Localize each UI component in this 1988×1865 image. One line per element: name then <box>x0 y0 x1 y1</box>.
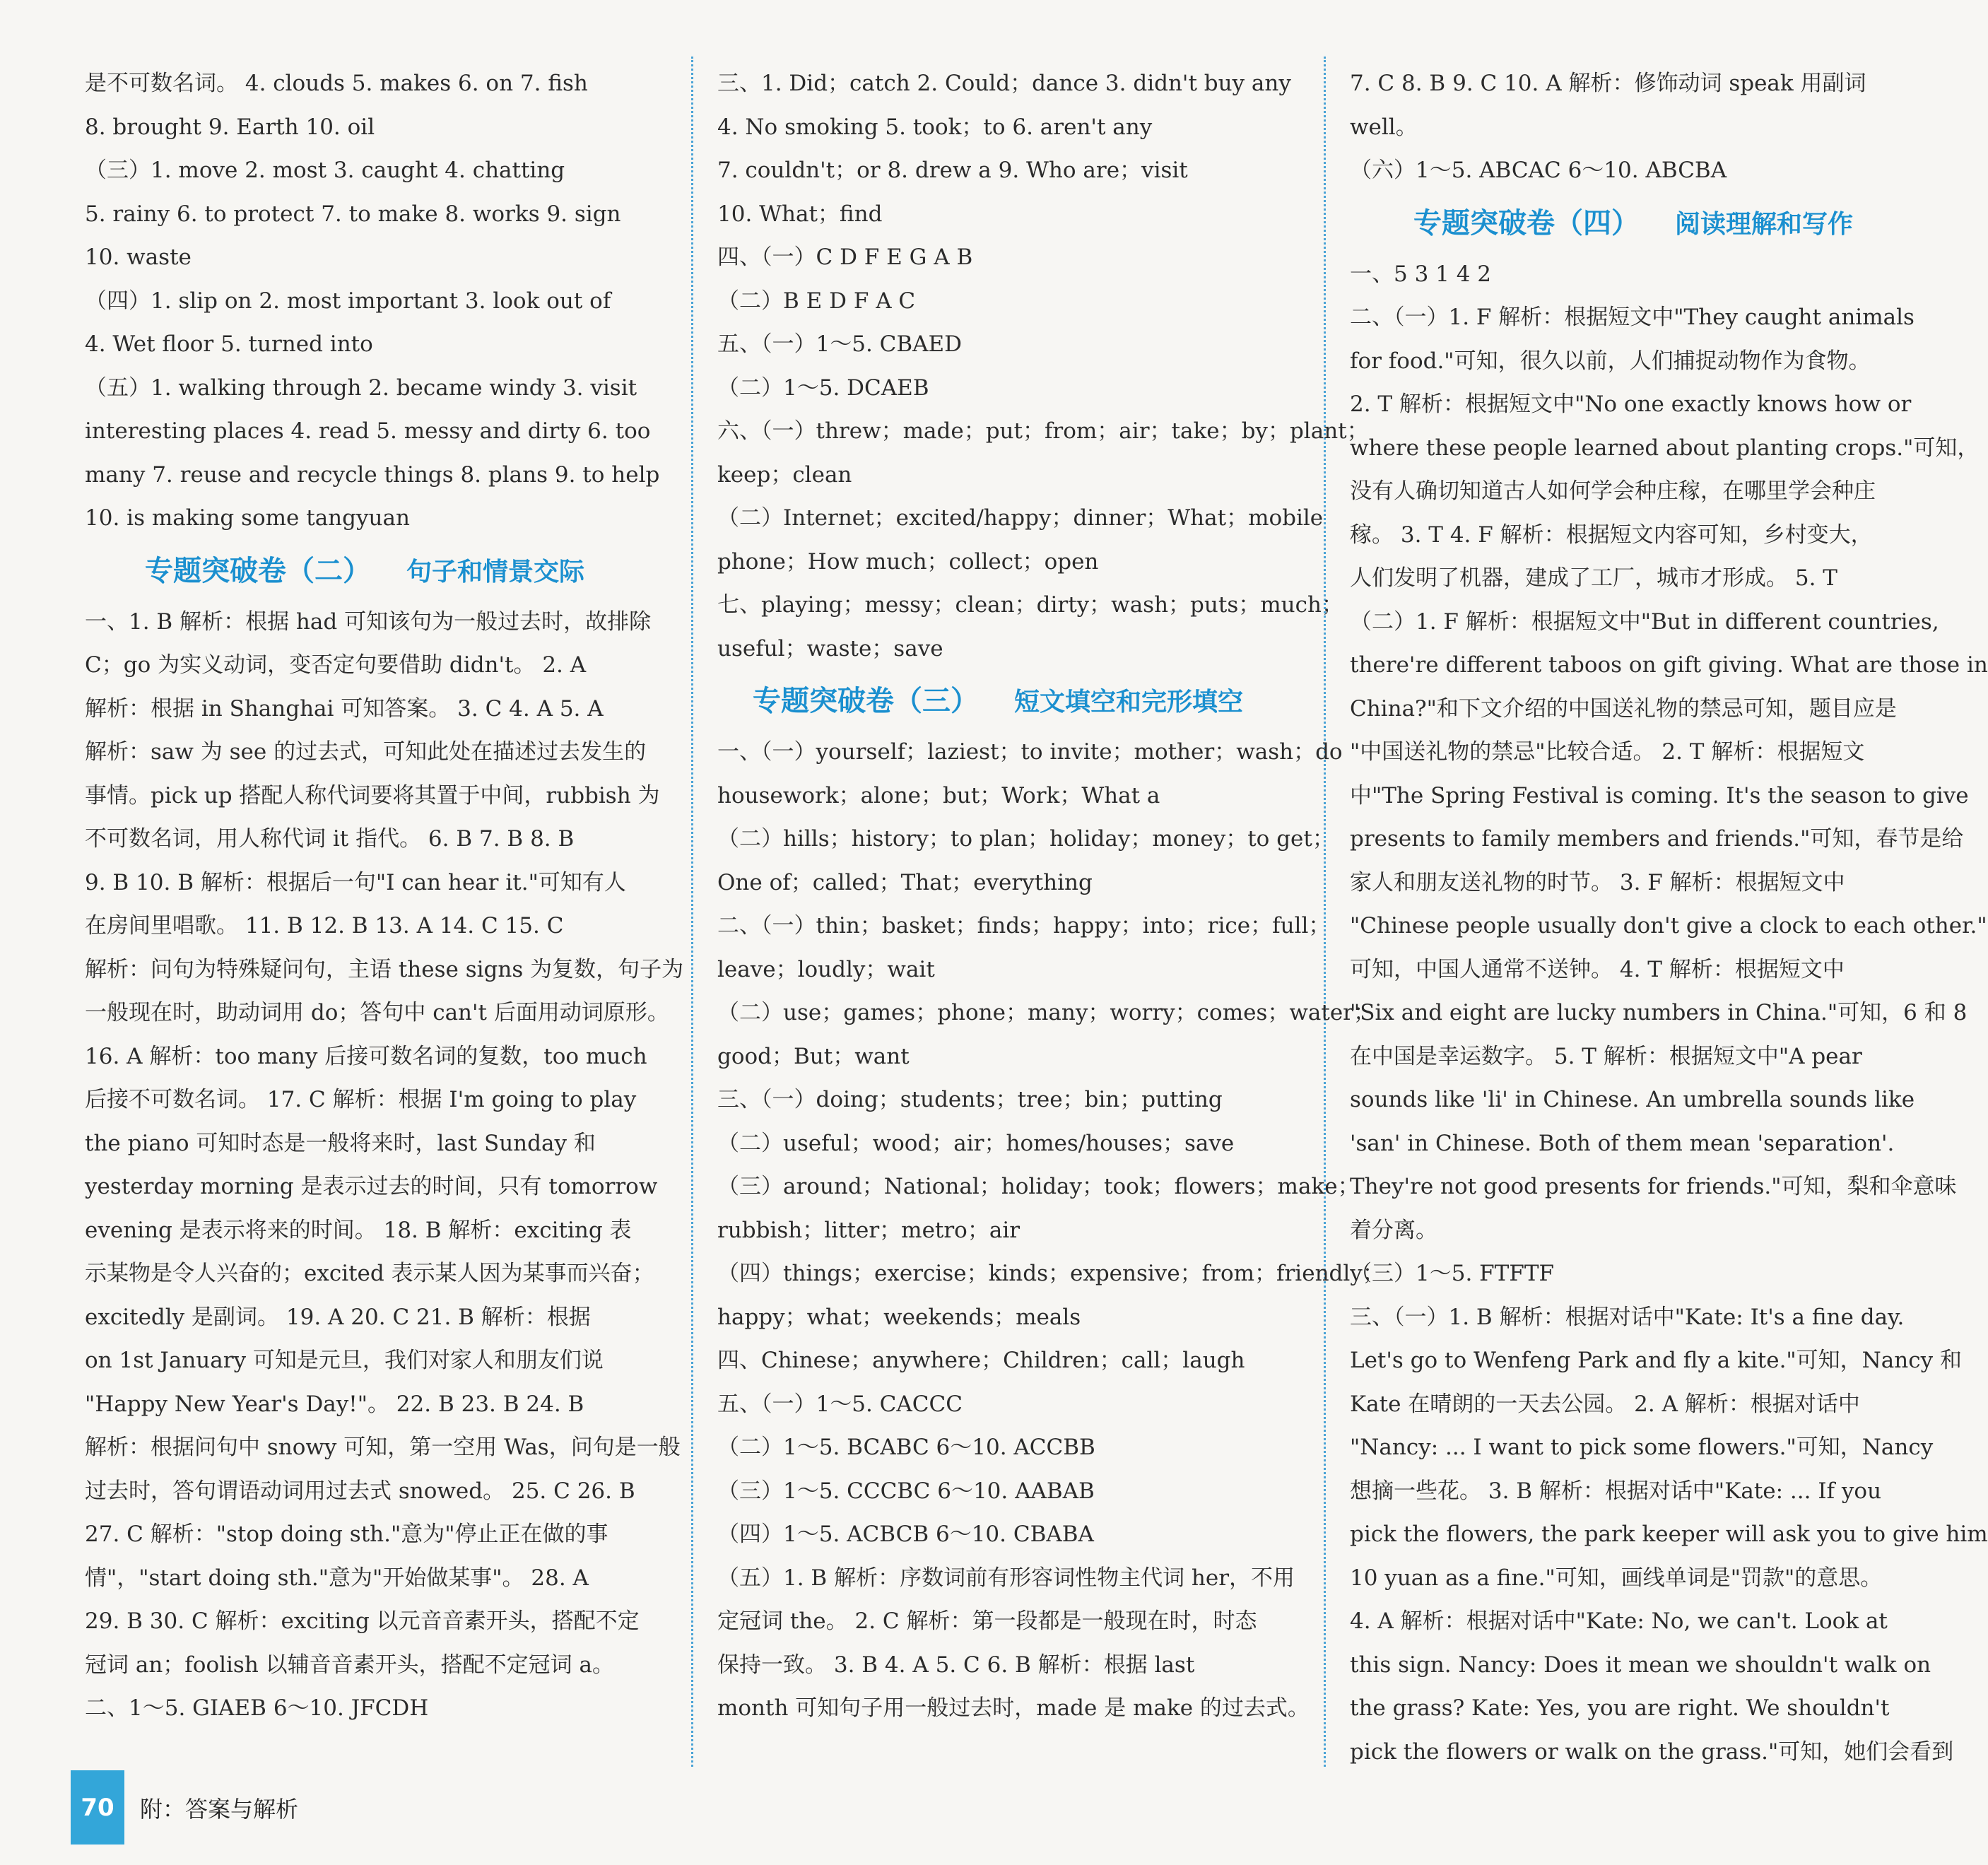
answer-line: month 可知句子用一般过去时，made 是 make 的过去式。 <box>717 1695 1310 1721</box>
answer-line: "Happy New Year's Day!"。 22. B 23. B 24. B <box>85 1391 584 1417</box>
answer-line: rubbish；litter；metro；air <box>717 1217 1021 1243</box>
answer-column-1 <box>85 62 684 1731</box>
answer-line: 一、1. B 解析：根据 had 可知该句为一般过去时，故排除 <box>85 608 652 635</box>
answer-line: （四）things；exercise；kinds；expensive；from；friendly； <box>717 1261 1384 1286</box>
answer-line: （二）1. F 解析：根据短文中"But in different countries, <box>1350 608 1939 635</box>
answer-line: 10. is making some tangyuan <box>85 505 410 531</box>
heading-title: 专题突破卷（三） <box>753 685 979 717</box>
answer-line: "Chinese people usually don't give a clock to each other." <box>1350 913 1987 939</box>
answer-line: （三）1～5. FTFTF <box>1350 1261 1555 1286</box>
heading-title: 专题突破卷（二） <box>145 554 371 587</box>
answer-line: the piano 可知时态是一般将来时，last Sunday 和 <box>85 1130 596 1156</box>
answer-line: （二）1～5. BCABC 6～10. ACCBB <box>717 1435 1095 1460</box>
answer-line: （六）1～5. ABCAC 6～10. ABCBA <box>1350 158 1727 183</box>
answer-line: 想摘一些花。 3. B 解析：根据对话中"Kate: ... If you <box>1350 1478 1882 1504</box>
answer-line: 五、（一）1～5. CACCC <box>717 1391 963 1417</box>
answer-line: （二）use；games；phone；many；worry；comes；water； <box>717 1000 1375 1025</box>
answer-line: "中国送礼物的禁忌"比较合适。 2. T 解析：根据短文 <box>1350 739 1865 765</box>
answer-line: "Six and eight are lucky numbers in China."可知，6 和 8 <box>1350 1000 1968 1025</box>
answer-column-3 <box>1350 62 1988 1774</box>
answer-line: （三）1～5. CCCBC 6～10. AABAB <box>717 1478 1095 1504</box>
answer-line: 解析：saw 为 see 的过去式，可知此处在描述过去发生的 <box>85 739 647 765</box>
answer-line: 冠词 an；foolish 以辅音音素开头，搭配不定冠词 a。 <box>85 1652 614 1678</box>
section-heading-2 <box>85 541 671 601</box>
answer-line: for food."可知，很久以前，人们捕捉动物作为食物。 <box>1350 348 1871 374</box>
column-divider-left <box>691 57 693 1767</box>
answer-line: "Nancy: ... I want to pick some flowers."可知，Nancy <box>1350 1435 1934 1460</box>
section-heading-3 <box>717 671 1304 731</box>
answer-line: 可知，中国人通常不送钟。 4. T 解析：根据短文中 <box>1350 956 1845 982</box>
answer-line: 没有人确切知道古人如何学会种庄稼，在哪里学会种庄 <box>1350 478 1876 504</box>
answer-line: 中"The Spring Festival is coming. It's the season to give <box>1350 782 1969 808</box>
answer-line: （四）1～5. ACBCB 6～10. CBABA <box>717 1522 1094 1547</box>
answer-line: 10. waste <box>85 245 192 270</box>
answer-line: 四、（一）C D F E G A B <box>717 245 973 270</box>
answer-line: 五、（一）1～5. CBAED <box>717 331 963 357</box>
answer-line: 一、5 3 1 4 2 <box>1350 261 1492 287</box>
answer-line: China?"和下文介绍的中国送礼物的禁忌可知，题目应是 <box>1350 695 1897 722</box>
answer-line: 二、（一）thin；basket；finds；happy；into；rice；full； <box>717 913 1331 939</box>
answer-line: yesterday morning 是表示过去的时间，只有 tomorrow <box>85 1174 658 1199</box>
answer-line: 是不可数名词。 4. clouds 5. makes 6. on 7. fish <box>85 71 588 96</box>
text-block <box>1350 62 1936 193</box>
answer-line: on 1st January 可知是元旦，我们对家人和朋友们说 <box>85 1348 604 1373</box>
answer-line: 三、（一）1. B 解析：根据对话中"Kate: It's a fine day. <box>1350 1304 1905 1330</box>
text-block <box>85 601 684 1731</box>
answer-line: 一、（一）yourself；laziest；to invite；mother；wash；do <box>717 739 1343 765</box>
answer-line: excitedly 是副词。 19. A 20. C 21. B 解析：根据 <box>85 1304 591 1330</box>
answer-line: One of；called；That；everything <box>717 869 1093 895</box>
answer-line: pick the flowers or walk on the grass."可知，她们会看到 <box>1350 1738 1954 1765</box>
answer-line: 4. A 解析：根据对话中"Kate: No, we can't. Look at <box>1350 1608 1888 1634</box>
answer-line: leave；loudly；wait <box>717 956 935 982</box>
answer-line: 解析：根据问句中 snowy 可知，第一空用 Was，问句是一般 <box>85 1435 681 1460</box>
answer-line: where these people learned about planting crops."可知， <box>1350 435 1980 461</box>
heading-title: 专题突破卷（四） <box>1413 206 1640 240</box>
answer-line: happy；what；weekends；meals <box>717 1304 1081 1330</box>
answer-line: 解析：问句为特殊疑问句，主语 these signs 为复数，句子为 <box>85 956 684 982</box>
answer-line: （二）B E D F A C <box>717 288 916 314</box>
heading-subtitle: 阅读理解和写作 <box>1675 209 1854 239</box>
answer-line: 'san' in Chinese. Both of them mean 'separation'. <box>1350 1130 1895 1156</box>
answer-line: （三）1. move 2. most 3. caught 4. chatting <box>85 158 565 183</box>
answer-line: this sign. Nancy: Does it mean we shouldn't walk on <box>1350 1652 1931 1678</box>
answer-line: 7. couldn't；or 8. drew a 9. Who are；visit <box>717 158 1188 183</box>
answer-line: 解析：根据 in Shanghai 可知答案。 3. C 4. A 5. A <box>85 695 604 722</box>
answer-line: there're different taboos on gift giving. What are those in <box>1350 652 1988 678</box>
heading-subtitle: 短文填空和完形填空 <box>1014 688 1244 717</box>
answer-line: 三、1. Did；catch 2. Could；dance 3. didn't buy any <box>717 71 1291 96</box>
answer-line: 一般现在时，助动词用 do；答句中 can't 后面用动词原形。 <box>85 1000 669 1025</box>
answer-line: useful；waste；save <box>717 635 943 661</box>
answer-line: 稼。 3. T 4. F 解析：根据短文内容可知，乡村变大， <box>1350 522 1873 548</box>
answer-line: keep；clean <box>717 461 852 488</box>
answer-line: sounds like 'li' in Chinese. An umbrella sounds like <box>1350 1087 1915 1112</box>
answer-line: （五）1. walking through 2. became windy 3. visit <box>85 375 637 401</box>
answer-line: （二）useful；wood；air；homes/houses；save <box>717 1130 1235 1156</box>
answer-line: 三、（一）doing；students；tree；bin；putting <box>717 1087 1223 1112</box>
answer-line: （二）hills；history；to plan；holiday；money；to get； <box>717 826 1334 852</box>
answer-line: 10. What；find <box>717 201 883 227</box>
text-block <box>717 62 1369 671</box>
answer-line: C；go 为实义动词，变否定句要借助 didn't。 2. A <box>85 652 587 678</box>
answer-line: 5. rainy 6. to protect 7. to make 8. works 9. sign <box>85 201 621 227</box>
answer-line: 二、（一）1. F 解析：根据短文中"They caught animals <box>1350 305 1915 330</box>
text-block <box>717 731 1384 1731</box>
answer-line: interesting places 4. read 5. messy and dirty 6. too <box>85 418 651 444</box>
page-number: 70 <box>71 1770 124 1845</box>
answer-line: 在中国是幸运数字。 5. T 解析：根据短文中"A pear <box>1350 1043 1862 1069</box>
answer-line: （二）1～5. DCAEB <box>717 375 929 401</box>
answer-line: presents to family members and friends."可知，春节是给 <box>1350 826 1964 852</box>
answer-line: 保持一致。 3. B 4. A 5. C 6. B 解析：根据 last <box>717 1652 1195 1678</box>
answer-line: 定冠词 the。 2. C 解析：第一段都是一般现在时，时态 <box>717 1608 1257 1634</box>
answer-line: （二）Internet；excited/happy；dinner；What；mobile <box>717 505 1324 531</box>
answer-line: 在房间里唱歌。 11. B 12. B 13. A 14. C 15. C <box>85 913 564 939</box>
answer-line: good；But；want <box>717 1043 910 1069</box>
answer-line: 8. brought 9. Earth 10. oil <box>85 114 375 140</box>
answer-line: evening 是表示将来的时间。 18. B 解析：exciting 表 <box>85 1217 632 1243</box>
answer-line: 过去时，答句谓语动词用过去式 snowed。 25. C 26. B <box>85 1478 635 1504</box>
answer-line: Let's go to Wenfeng Park and fly a kite."可知，Nancy 和 <box>1350 1348 1962 1373</box>
answer-line: 16. A 解析：too many 后接可数名词的复数，too much <box>85 1043 647 1069</box>
answer-line: （三）around；National；holiday；took；flowers；make； <box>717 1174 1360 1199</box>
answer-line: 27. C 解析："stop doing sth."意为"停止正在做的事 <box>85 1522 608 1547</box>
answer-line: 9. B 10. B 解析：根据后一句"I can hear it."可知有人 <box>85 869 626 895</box>
answer-line: （五）1. B 解析：序数词前有形容词性物主代词 her，不用 <box>717 1565 1295 1591</box>
answer-line: housework；alone；but；Work；What a <box>717 782 1160 808</box>
answer-line: phone；How much；collect；open <box>717 548 1099 575</box>
answer-line: 不可数名词，用人称代词 it 指代。 6. B 7. B 8. B <box>85 826 575 852</box>
answer-line: 家人和朋友送礼物的时节。 3. F 解析：根据短文中 <box>1350 869 1845 895</box>
text-block <box>1350 253 1988 1775</box>
answer-line: 二、1～5. GIAEB 6～10. JFCDH <box>85 1695 429 1721</box>
page-footer <box>71 1770 298 1845</box>
answer-line: 4. Wet floor 5. turned into <box>85 331 373 357</box>
answer-line: They're not good presents for friends."可知，梨和伞意味 <box>1350 1174 1957 1199</box>
answer-line: 29. B 30. C 解析：exciting 以元音音素开头，搭配不定 <box>85 1608 640 1634</box>
answer-line: 情"，"start doing sth."意为"开始做某事"。 28. A <box>85 1565 589 1591</box>
answer-line: 六、（一）threw；made；put；from；air；take；by；plant； <box>717 418 1369 444</box>
answer-line: Kate 在晴朗的一天去公园。 2. A 解析：根据对话中 <box>1350 1391 1860 1417</box>
section-heading-4 <box>1350 193 1936 253</box>
answer-line: pick the flowers, the park keeper will ask you to give him <box>1350 1522 1988 1547</box>
answer-line: 后接不可数名词。 17. C 解析：根据 I'm going to play <box>85 1087 637 1112</box>
answer-line: 七、playing；messy；clean；dirty；wash；puts；much； <box>717 592 1343 618</box>
answer-line: 示某物是令人兴奋的；excited 表示某人因为某事而兴奋； <box>85 1261 654 1286</box>
heading-subtitle: 句子和情景交际 <box>406 557 585 587</box>
footer-label: 附：答案与解析 <box>140 1795 299 1823</box>
answer-line: 4. No smoking 5. took；to 6. aren't any <box>717 114 1153 140</box>
answer-line: 10 yuan as a fine."可知，画线单词是"罚款"的意思。 <box>1350 1565 1883 1591</box>
answer-line: 四、Chinese；anywhere；Children；call；laugh <box>717 1348 1245 1373</box>
answer-line: 2. T 解析：根据短文中"No one exactly knows how or <box>1350 392 1912 417</box>
answer-line: 7. C 8. B 9. C 10. A 解析：修饰动词 speak 用副词 <box>1350 71 1866 96</box>
answer-line: many 7. reuse and recycle things 8. plans 9. to help <box>85 461 660 488</box>
answer-line: 着分离。 <box>1350 1217 1437 1243</box>
text-block <box>85 62 671 541</box>
answer-line: 事情。pick up 搭配人称代词要将其置于中间，rubbish 为 <box>85 782 660 808</box>
answer-line: （四）1. slip on 2. most important 3. look out of <box>85 288 611 314</box>
answer-line: well。 <box>1350 114 1418 140</box>
column-divider-right <box>1324 57 1326 1767</box>
answer-line: the grass? Kate: Yes, you are right. We shouldn't <box>1350 1695 1890 1721</box>
answer-line: 人们发明了机器，建成了工厂，城市才形成。 5. T <box>1350 565 1837 591</box>
